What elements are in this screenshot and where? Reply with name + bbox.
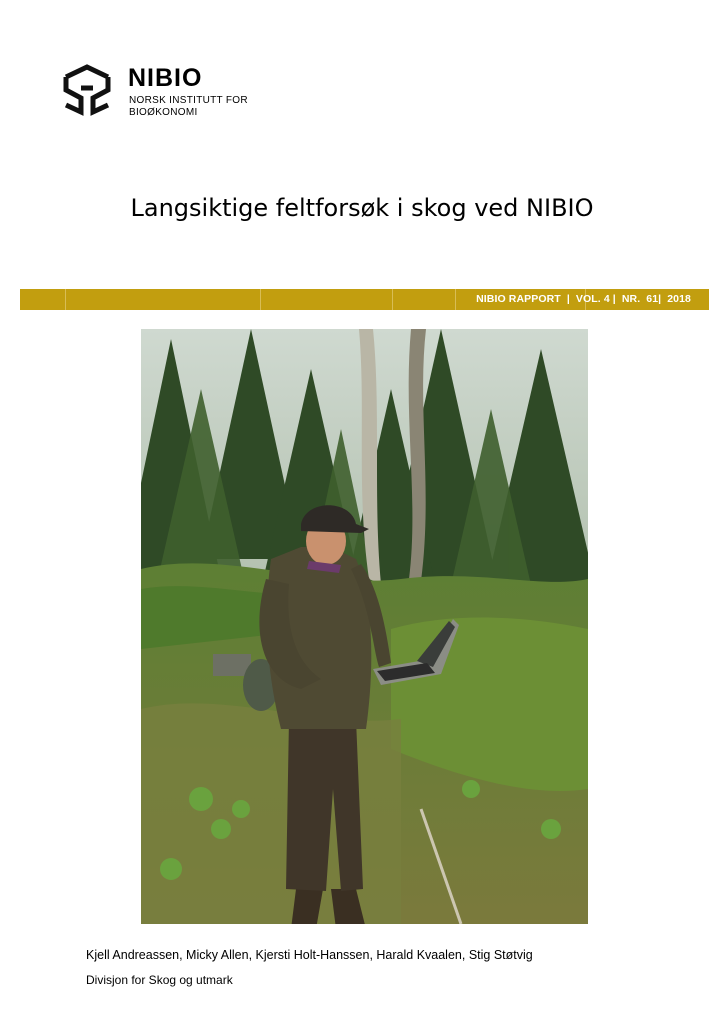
band-divider xyxy=(392,289,393,310)
nibio-logo-icon xyxy=(62,64,112,118)
logo-wordmark: NIBIO xyxy=(128,64,203,92)
nibio-logo xyxy=(62,64,252,120)
division: Divisjon for Skog og utmark xyxy=(86,973,233,987)
band-divider xyxy=(455,289,456,310)
logo-subtitle-line1: NORSK INSTITUTT FOR xyxy=(129,95,248,106)
logo-subtitle-line2: BIOØKONOMI xyxy=(129,107,198,118)
authors: Kjell Andreassen, Micky Allen, Kjersti Holt-Hanssen, Harald Kvaalen, Stig Støtvig xyxy=(86,948,533,962)
band-divider xyxy=(65,289,66,310)
cover-photo xyxy=(141,329,588,924)
report-title: Langsiktige feltforsøk i skog ved NIBIO xyxy=(130,194,594,223)
logo-subtitle xyxy=(129,95,248,119)
series-info: NIBIO RAPPORT | VOL. 4 | NR. 61| 2018 xyxy=(476,293,691,305)
forest-scene-illustration xyxy=(141,329,588,924)
series-band xyxy=(20,289,709,310)
band-divider xyxy=(260,289,261,310)
